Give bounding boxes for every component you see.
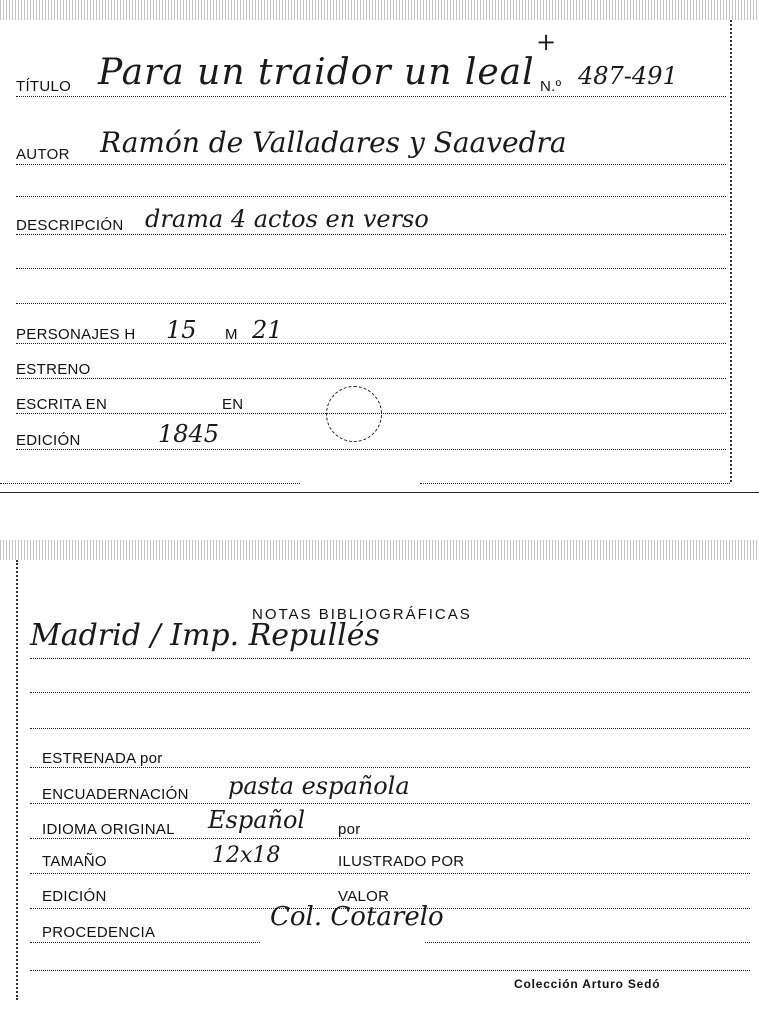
author-line-2 (16, 196, 726, 197)
title-line (16, 96, 726, 97)
characters-m-label: M (225, 326, 238, 343)
notes-line-2 (30, 692, 750, 693)
description-value: drama 4 actos en verso (145, 205, 429, 233)
premiered-by-line (30, 767, 750, 768)
premiere-line (16, 378, 726, 379)
card-top-edge (0, 0, 759, 20)
edition-line (16, 449, 726, 450)
description-line-2 (16, 268, 726, 269)
value-label: VALOR (338, 888, 390, 905)
author-value: Ramón de Valladares y Saavedra (100, 126, 567, 159)
description-line-3 (16, 303, 726, 304)
size-label: TAMAÑO (42, 853, 107, 870)
characters-label: PERSONAJES H (16, 326, 136, 343)
notes-line-3 (30, 728, 750, 729)
written-label: ESCRITA EN (16, 396, 108, 413)
card-right-edge (730, 20, 735, 482)
provenance-line (30, 942, 260, 943)
description-line (16, 234, 726, 235)
author-label: AUTOR (16, 146, 70, 163)
binding-label: ENCUADERNACIÓN (42, 786, 189, 803)
edition-value: 1845 (158, 420, 220, 448)
provenance-label: PROCEDENCIA (42, 924, 156, 941)
size-line (30, 873, 750, 874)
catalog-card-back (0, 540, 759, 1028)
characters-line (16, 343, 726, 344)
number-label: N.º (540, 78, 562, 95)
title-value: Para un traidor un leal (98, 52, 535, 93)
bottom-line (30, 970, 750, 971)
por-label: por (338, 821, 361, 838)
edition-line-3 (420, 483, 730, 484)
card-left-edge (16, 560, 21, 1000)
binding-line (30, 803, 750, 804)
description-label: DESCRIPCIÓN (16, 217, 124, 234)
back-edition-label: EDICIÓN (42, 888, 107, 905)
binding-value: pasta española (228, 772, 410, 800)
collection-footer: Colección Arturo Sedó (514, 977, 661, 991)
characters-h-value: 15 (166, 316, 197, 344)
written-en-label: EN (222, 396, 244, 413)
notes-value: Madrid / Imp. Repullés (30, 618, 380, 653)
provenance-value: Col. Cotarelo (270, 902, 444, 932)
provenance-line-2 (425, 942, 750, 943)
notes-title: NOTAS BIBLIOGRÁFICAS (252, 606, 472, 623)
characters-m-value: 21 (252, 316, 283, 344)
original-language-line (30, 838, 750, 839)
original-language-label: IDIOMA ORIGINAL (42, 821, 175, 838)
edition-label: EDICIÓN (16, 432, 81, 449)
author-line (16, 164, 726, 165)
edition-line-2 (0, 483, 300, 484)
catalog-card-front (0, 0, 759, 493)
number-value: 487-491 (578, 62, 678, 90)
title-label: TÍTULO (16, 78, 72, 95)
size-value: 12x18 (212, 843, 281, 868)
premiere-label: ESTRENO (16, 361, 91, 378)
original-language-value: Español (208, 806, 306, 834)
illustrated-by-label: ILUSTRADO POR (338, 853, 465, 870)
cross-mark: + (536, 28, 557, 56)
premiered-by-label: ESTRENADA por (42, 750, 163, 767)
card-top-edge (0, 540, 759, 560)
circular-stamp (326, 386, 382, 442)
notes-line-1 (30, 658, 750, 659)
